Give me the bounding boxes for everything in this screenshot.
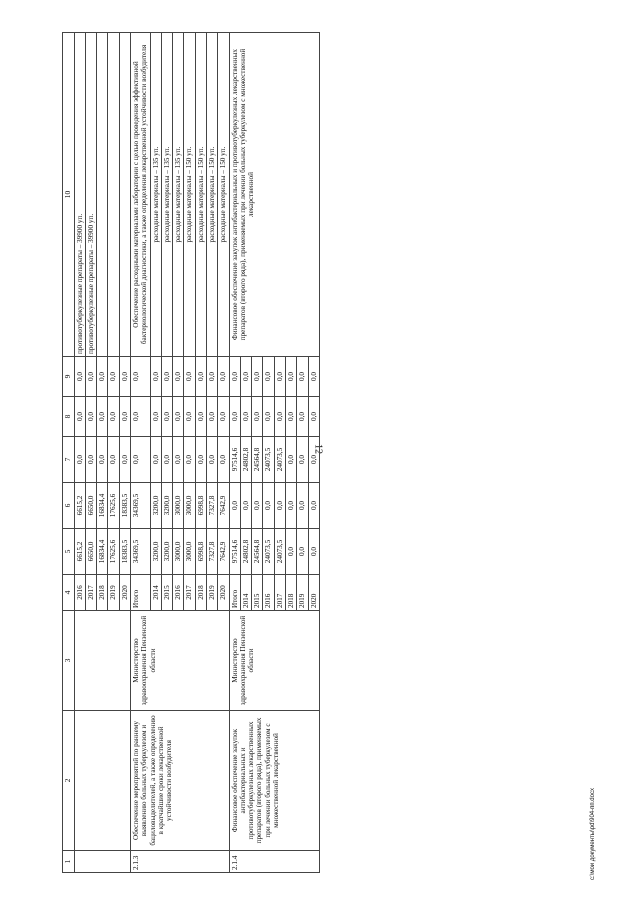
value-cell: 0,0	[229, 357, 240, 397]
column-number-header: 7	[63, 437, 75, 483]
value-cell: 0,0	[108, 397, 119, 437]
description-cell: Обеспечение расходными материалами лаборатории с целью проведения эффективной бактериологической диагностики, а также определения лекарственной устойчивости возбудителя	[131, 33, 151, 357]
description-cell: расходные материалы – 135 уп.	[161, 33, 172, 357]
value-cell: 34369,5	[131, 529, 151, 575]
value-cell: 7327,8	[207, 483, 218, 529]
year-cell: 2015	[252, 575, 263, 611]
table-row	[131, 33, 151, 873]
value-cell: 0,0	[297, 357, 308, 397]
value-cell: 0,0	[195, 397, 206, 437]
section-number: 2.1.4	[229, 851, 319, 873]
column-number-header: 10	[63, 33, 75, 357]
header-row	[63, 33, 75, 873]
program-table	[62, 32, 320, 873]
value-cell: 0,0	[173, 397, 184, 437]
value-cell: 3000,0	[173, 529, 184, 575]
value-cell: 0,0	[184, 357, 195, 397]
empty-cell	[74, 711, 130, 851]
year-cell: Итого	[229, 575, 240, 611]
year-cell: 2017	[85, 575, 96, 611]
file-path-footer: c:\мои документы\pd\904-пп.docx	[590, 788, 596, 880]
year-cell: 2015	[161, 575, 172, 611]
value-cell: 0,0	[308, 529, 319, 575]
value-cell: 0,0	[252, 483, 263, 529]
value-cell: 0,0	[263, 357, 274, 397]
value-cell: 0,0	[131, 437, 151, 483]
value-cell: 0,0	[297, 529, 308, 575]
value-cell: 3200,0	[150, 483, 161, 529]
empty-cell	[74, 851, 130, 873]
value-cell: 0,0	[285, 397, 296, 437]
value-cell: 0,0	[308, 397, 319, 437]
empty-cell	[74, 611, 130, 711]
description-cell: расходные материалы – 150 уп.	[195, 33, 206, 357]
value-cell: 0,0	[97, 357, 108, 397]
column-number-header: 5	[63, 529, 75, 575]
description-cell: расходные материалы – 135 уп.	[173, 33, 184, 357]
value-cell: 6650,0	[85, 529, 96, 575]
total-label: Итого	[131, 575, 151, 611]
year-cell: 2018	[195, 575, 206, 611]
value-cell: 0,0	[150, 397, 161, 437]
value-cell: 0,0	[108, 357, 119, 397]
value-cell: 0,0	[173, 437, 184, 483]
value-cell: 34369,5	[131, 483, 151, 529]
value-cell: 3000,0	[184, 529, 195, 575]
value-cell: 0,0	[274, 357, 285, 397]
value-cell: 0,0	[308, 437, 319, 483]
value-cell: 24073,5	[263, 437, 274, 483]
value-cell: 0,0	[297, 437, 308, 483]
column-number-header: 8	[63, 397, 75, 437]
value-cell: 16834,4	[97, 483, 108, 529]
description-cell: расходные материалы – 135 уп.	[150, 33, 161, 357]
value-cell: 97514,6	[229, 529, 240, 575]
description-cell	[108, 33, 119, 357]
value-cell: 3200,0	[161, 529, 172, 575]
value-cell: 0,0	[297, 397, 308, 437]
value-cell: 0,0	[173, 357, 184, 397]
column-number-header: 1	[63, 851, 75, 873]
year-cell: 2017	[184, 575, 195, 611]
value-cell: 0,0	[240, 397, 251, 437]
value-cell: 6650,0	[85, 483, 96, 529]
value-cell: 0,0	[252, 397, 263, 437]
section-name: Обеспечение мероприятий по раннему выявлению больных туберкулезом и бациловыделителей, а также определению в кратчайшие сроки лекарственной устойчивости возбудителя	[131, 711, 230, 851]
value-cell: 17625,6	[108, 529, 119, 575]
value-cell: 0,0	[252, 357, 263, 397]
value-cell: 18383,5	[119, 529, 130, 575]
year-cell: 2014	[240, 575, 251, 611]
value-cell: 0,0	[207, 397, 218, 437]
value-cell: 24802,8	[240, 437, 251, 483]
value-cell: 0,0	[207, 437, 218, 483]
year-cell: 2020	[308, 575, 319, 611]
year-cell: 2016	[74, 575, 85, 611]
value-cell: 3000,0	[184, 483, 195, 529]
value-cell: 6615,2	[74, 483, 85, 529]
value-cell: 17625,6	[108, 483, 119, 529]
value-cell: 0,0	[240, 357, 251, 397]
value-cell: 0,0	[218, 437, 229, 483]
column-number-header: 2	[63, 711, 75, 851]
year-cell: 2019	[108, 575, 119, 611]
description-cell: расходные материалы – 150 уп.	[207, 33, 218, 357]
column-number-header: 6	[63, 483, 75, 529]
value-cell: 0,0	[119, 357, 130, 397]
value-cell: 0,0	[131, 357, 151, 397]
year-cell: 2016	[173, 575, 184, 611]
value-cell: 0,0	[229, 397, 240, 437]
value-cell: 6998,8	[195, 529, 206, 575]
value-cell: 24564,8	[252, 437, 263, 483]
value-cell: 0,0	[308, 483, 319, 529]
value-cell: 0,0	[85, 437, 96, 483]
value-cell: 0,0	[229, 483, 240, 529]
value-cell: 0,0	[74, 397, 85, 437]
description-cell: Финансовое обеспечение закупок антибактериальных и противотуберкулезных лекарственных препаратов (второго ряда), применяемых при лечении больных туберкулезом с множественной лекарственной	[229, 33, 319, 357]
value-cell: 0,0	[184, 437, 195, 483]
year-cell: 2016	[263, 575, 274, 611]
value-cell: 24073,5	[263, 529, 274, 575]
table-row	[74, 33, 85, 873]
value-cell: 0,0	[108, 437, 119, 483]
value-cell: 0,0	[195, 357, 206, 397]
value-cell: 7642,9	[218, 483, 229, 529]
description-cell: противотуберкулезные препараты – 39900 уп.	[85, 33, 96, 357]
value-cell: 16834,4	[97, 529, 108, 575]
section-number: 2.1.3	[131, 851, 230, 873]
value-cell: 24073,5	[274, 437, 285, 483]
value-cell: 0,0	[285, 357, 296, 397]
value-cell: 0,0	[218, 397, 229, 437]
value-cell: 3200,0	[161, 483, 172, 529]
value-cell: 0,0	[74, 357, 85, 397]
section-name: Финансовое обеспечение закупок антибактериальных и противотуберкулезных лекарственных препаратов (второго ряда), применяемых при лечении больных туберкулезом с множественной лекарственной	[229, 711, 319, 851]
value-cell: 0,0	[119, 437, 130, 483]
column-number-header: 9	[63, 357, 75, 397]
year-cell: 2018	[97, 575, 108, 611]
year-cell: 2018	[285, 575, 296, 611]
value-cell: 97514,6	[229, 437, 240, 483]
value-cell: 24564,8	[252, 529, 263, 575]
value-cell: 0,0	[297, 483, 308, 529]
value-cell: 24073,5	[274, 529, 285, 575]
rotated-table-wrapper	[62, 33, 320, 873]
value-cell: 0,0	[285, 483, 296, 529]
column-number-header: 4	[63, 575, 75, 611]
year-cell: 2019	[207, 575, 218, 611]
value-cell: 0,0	[74, 437, 85, 483]
page-number: 12	[312, 444, 324, 454]
value-cell: 0,0	[184, 397, 195, 437]
value-cell: 6615,2	[74, 529, 85, 575]
value-cell: 0,0	[308, 357, 319, 397]
table-row	[229, 33, 240, 873]
value-cell: 7327,8	[207, 529, 218, 575]
table-body	[74, 33, 319, 873]
description-cell	[97, 33, 108, 357]
value-cell: 0,0	[285, 529, 296, 575]
value-cell: 0,0	[119, 397, 130, 437]
value-cell: 0,0	[218, 357, 229, 397]
value-cell: 0,0	[131, 397, 151, 437]
value-cell: 0,0	[240, 483, 251, 529]
executor: Министерство здравоохранения Пензенской области	[229, 611, 319, 711]
year-cell: 2014	[150, 575, 161, 611]
value-cell: 0,0	[150, 357, 161, 397]
description-cell: расходные материалы – 150 уп.	[218, 33, 229, 357]
value-cell: 3000,0	[173, 483, 184, 529]
value-cell: 0,0	[85, 357, 96, 397]
value-cell: 0,0	[97, 397, 108, 437]
value-cell: 0,0	[161, 437, 172, 483]
value-cell: 24802,8	[240, 529, 251, 575]
year-cell: 2017	[274, 575, 285, 611]
value-cell: 3200,0	[150, 529, 161, 575]
value-cell: 0,0	[161, 357, 172, 397]
value-cell: 0,0	[263, 483, 274, 529]
value-cell: 0,0	[161, 397, 172, 437]
value-cell: 0,0	[263, 397, 274, 437]
value-cell: 0,0	[97, 437, 108, 483]
value-cell: 0,0	[285, 437, 296, 483]
description-cell: расходные материалы – 150 уп.	[184, 33, 195, 357]
executor: Министерство здравоохранения Пензенской области	[131, 611, 230, 711]
column-number-header: 3	[63, 611, 75, 711]
value-cell: 0,0	[207, 357, 218, 397]
value-cell: 18383,5	[119, 483, 130, 529]
value-cell: 6998,8	[195, 483, 206, 529]
year-cell: 2020	[218, 575, 229, 611]
value-cell: 0,0	[195, 437, 206, 483]
year-cell: 2020	[119, 575, 130, 611]
value-cell: 0,0	[274, 483, 285, 529]
value-cell: 0,0	[150, 437, 161, 483]
value-cell: 7642,9	[218, 529, 229, 575]
year-cell: 2019	[297, 575, 308, 611]
value-cell: 0,0	[85, 397, 96, 437]
value-cell: 0,0	[274, 397, 285, 437]
description-cell: противотуберкулезные препараты – 39900 уп.	[74, 33, 85, 357]
description-cell	[119, 33, 130, 357]
